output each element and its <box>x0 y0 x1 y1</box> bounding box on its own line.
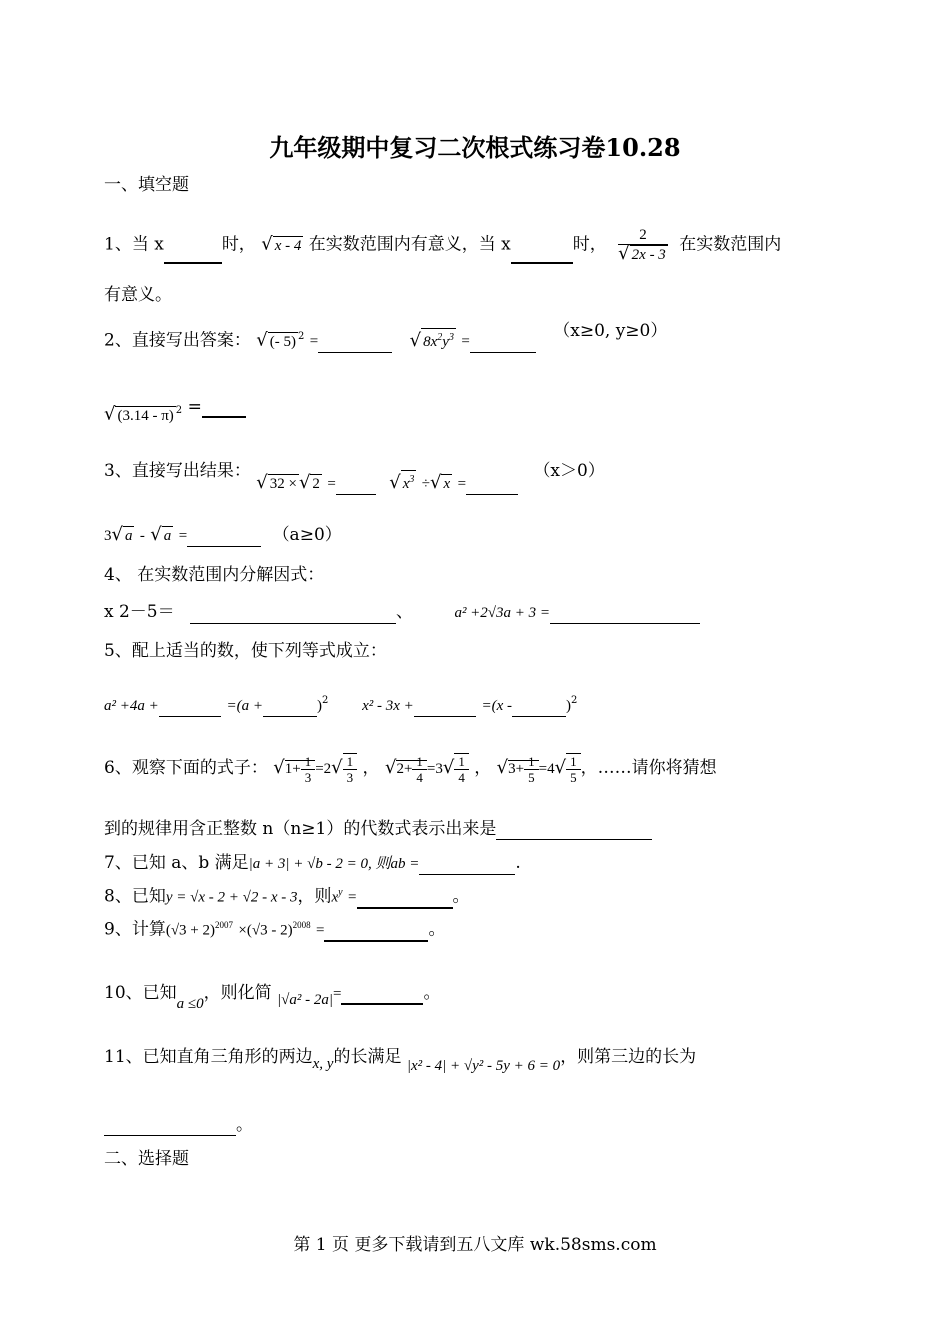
q2-label: 2、直接写出答案： <box>104 330 251 351</box>
question-6: 6、观察下面的式子： √1+ $\frac{1}{3}$ =2√ $\frac{1}{3}$ ， √2+ $\frac{1}{4}$ =3√ $\frac{1}{4}$ ， √3+ $\frac{1}{5}$ =4√ $\frac{1}{5}$ ，……请你将猜想 <box>104 753 717 786</box>
question-6-line-2: 到的规律用含正整数 n（n≥1）的代数式表示出来是 <box>104 818 652 840</box>
q2-blank-1[interactable] <box>318 334 392 353</box>
question-11: 11、已知直角三角形的两边x, y的长满足 |x² - 4| + √y² - 5y + 6 = 0，则第三边的长为 <box>104 1047 697 1074</box>
question-4-line-2: x 2－5＝ 、 a² +2√3a + 3 = <box>104 601 700 624</box>
radical-icon: √ <box>496 757 509 778</box>
q1-text-d: 时， <box>572 234 607 255</box>
q2-expr-2b: y <box>442 333 449 350</box>
radical-icon: √ <box>111 524 123 545</box>
q5-blank-1[interactable] <box>159 698 221 717</box>
q1-text-b: 时， <box>221 234 256 255</box>
radical-icon: √ <box>256 329 268 351</box>
radical-icon: √ <box>331 757 343 778</box>
q2-blank-2[interactable] <box>470 334 536 353</box>
q1-continuation: 有意义。 <box>104 285 172 305</box>
q5-blank-2[interactable] <box>263 698 317 717</box>
q1-text-a: 1、当 x <box>104 234 164 255</box>
section-multiple-choice: 二、选择题 <box>104 1149 189 1169</box>
q3-label: 3、直接写出结果： <box>104 461 251 481</box>
q5-expr-1b: =(a + <box>226 698 263 714</box>
radical-icon: √ <box>298 472 311 493</box>
q1-blank-2[interactable] <box>511 244 573 264</box>
q4-blank-2[interactable] <box>550 605 700 624</box>
q5-expr-1: a² +4a + <box>104 698 159 714</box>
q11-blank[interactable] <box>104 1117 236 1136</box>
radical-icon: √ <box>273 757 285 778</box>
q9-blank[interactable] <box>324 922 428 942</box>
q7-blank[interactable] <box>419 856 515 875</box>
q1-blank-1[interactable] <box>164 244 222 264</box>
q5-blank-3[interactable] <box>414 698 476 717</box>
page-title: 九年级期中复习二次根式练习卷10.28 <box>269 133 681 162</box>
q3-condition-2: （a≥0） <box>272 525 342 545</box>
radical-icon: √ <box>430 472 442 493</box>
q8-blank[interactable] <box>357 889 453 909</box>
radical-icon: √ <box>554 757 567 778</box>
q3-blank-2[interactable] <box>466 476 518 495</box>
radical-icon: √ <box>442 757 455 778</box>
q2-expr-2: 8x <box>423 333 438 350</box>
radical-icon: √ <box>150 524 162 545</box>
q1-text-e: 在实数范围内 <box>679 234 782 255</box>
q4-expr-1: x 2－5＝ <box>104 602 175 622</box>
q3-expr-2: x <box>402 476 410 492</box>
q3-expr-1b: 2 <box>312 476 320 492</box>
q3-expr-1: 32 × <box>269 476 297 492</box>
q7-expr: |a + 3| + √b - 2 = 0, 则ab = <box>248 856 420 872</box>
question-11-line-2: 。 <box>104 1114 253 1136</box>
question-2-line-2: √ (3.14 - π) $^2$ = <box>104 400 246 426</box>
q5-blank-4[interactable] <box>512 698 566 717</box>
radical-icon: √ <box>409 329 422 351</box>
radical-icon: √ <box>384 757 397 778</box>
question-10: 10、已知a ≤0，则化简 |√a² - 2a|= 。 <box>104 983 441 1012</box>
q2-condition: （x≥0, y≥0） <box>553 320 668 341</box>
question-7: 7、已知 a、b 满足|a + 3| + √b - 2 = 0, 则ab = . <box>104 853 521 873</box>
question-8: 8、已知y = √x - 2 + √2 - x - 3，则$x^y$ = 。 <box>104 886 470 907</box>
question-3-line-2: 3√ a - √ a = （a≥0） <box>104 524 342 545</box>
q3-blank-1[interactable] <box>336 476 376 495</box>
q4-blank-1[interactable] <box>190 605 396 624</box>
question-5: 5、配上适当的数，使下列等式成立： <box>104 641 387 661</box>
radical-icon: √ <box>389 472 401 493</box>
question-3: 3、直接写出结果： √ 32 × √ 2 = √ $x^3$ ÷√ x = （x＞0） <box>104 461 605 493</box>
q8-expr: y = √x - 2 + √2 - x - 3 <box>165 889 298 906</box>
question-4: 4、 在实数范围内分解因式： <box>104 565 325 585</box>
page-footer: 第 1 页 更多下载请到五八文库 wk.58sms.com <box>293 1235 657 1255</box>
q1-expr-1: x - 4 <box>274 237 302 254</box>
q10-blank[interactable] <box>341 985 423 1005</box>
q1-fraction <box>618 226 668 264</box>
q5-expr-2: x² - 3x + <box>362 698 414 714</box>
question-2: 2、直接写出答案： √ (- 5) $^2$ = √ $8x^2y^3 = (x\ge 0$, y≥0） <box>104 320 668 351</box>
q2-blank-3[interactable] <box>202 398 246 418</box>
q4-expr-2: a² +2√3a + 3 = <box>454 605 551 621</box>
q1-numerator: 2 <box>618 226 668 245</box>
q2-expr-1: (- 5) <box>269 333 296 350</box>
question-1 <box>104 226 781 264</box>
q1-text-c: 在实数范围内有意义，当 x <box>308 234 511 255</box>
question-5-line-2: $a^2 +4a + =(a + )^2$ x² - 3x + =(x - )$^2$ <box>104 690 577 717</box>
radical-icon: √ <box>256 472 268 493</box>
section-fill-blank: 一、填空题 <box>104 175 189 195</box>
q3-condition: （x＞0） <box>533 461 605 481</box>
q3-expr-2b: x <box>443 476 451 492</box>
radical-icon: √ <box>104 403 116 425</box>
q2-expr-3: (3.14 - π) <box>117 407 174 424</box>
q6-blank[interactable] <box>496 821 652 840</box>
radical-icon: √ <box>261 233 273 255</box>
q3-blank-3[interactable] <box>187 528 261 547</box>
q5-expr-2b: =(x - <box>481 698 513 714</box>
radical-icon: √ <box>618 243 630 264</box>
question-9: 9、计算$(√3 + 2)^{2007} \times(√3 - 2)^{2008}$ = 。 <box>104 919 446 940</box>
q1-denominator: 2x - 3 <box>631 247 666 263</box>
